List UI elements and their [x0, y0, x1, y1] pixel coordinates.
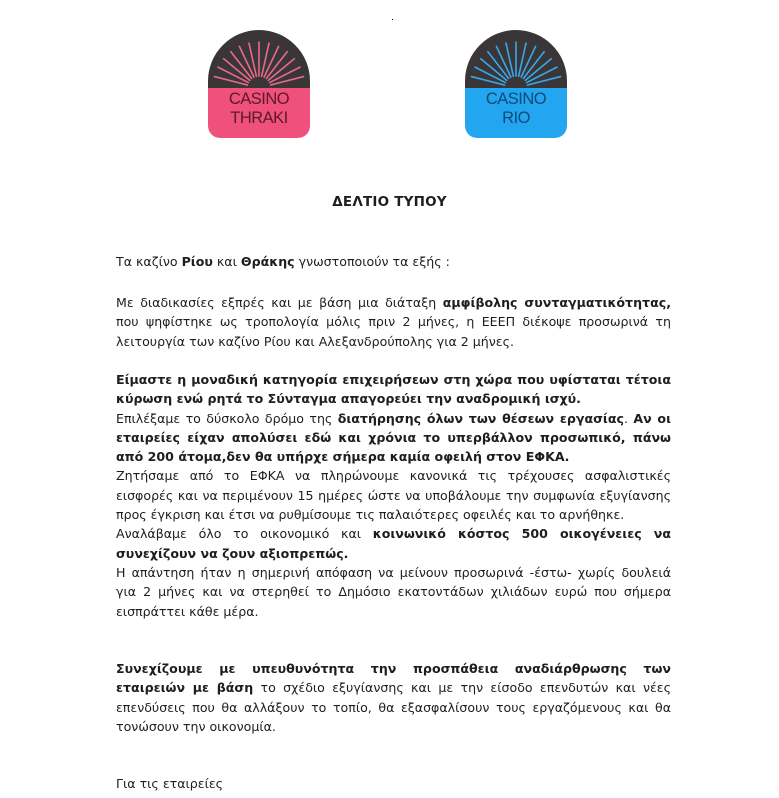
text-run: Τα καζίνο	[116, 254, 182, 269]
sunburst-ray	[249, 43, 256, 76]
sunburst-ray	[471, 77, 504, 85]
logo-text-line2: THRAKI	[230, 109, 288, 127]
sunburst-ray	[519, 43, 526, 76]
logo-text-line1: CASINO	[485, 90, 547, 108]
text-run: και	[212, 254, 241, 269]
text-run: Επιλέξαμε το δύσκολο δρόμο της	[116, 410, 338, 426]
logo-text-line1: CASINO	[228, 90, 290, 108]
casino-thraki-logo	[208, 30, 310, 138]
sunburst-ray	[262, 43, 269, 76]
text-run: Αναλάβαμε όλο το οικονομικό και	[116, 526, 373, 542]
signature: Για τις εταιρείες	[116, 776, 224, 791]
bold-text-run: Είμαστε η μοναδική κατηγορία επιχειρήσεων στη χώρα που υφίσταται τέτοια κύρωση ενώ ρητά το Σύνταγμα απαγορεύει την αναδρομική ισχύ.	[116, 372, 671, 407]
text-run: που ψηφίστηκε ως τροπολογία μόλις πριν 2 μήνες, η ΕΕΕΠ διέκοψε προσωρινά τη λειτουργία των καζίνο Ρίου και Αλεξανδρούπολης για 2 μήνες.	[116, 314, 671, 349]
scan-speck	[392, 19, 393, 20]
text-run: το σχέδιο εξυγίανσης και με την είσοδο επενδυτών και νέες επενδύσεις που θα αλλάξουν το τοπίο, θα εξασφαλίσουν τους εργαζόμενους και θα τονώσουν την οικονομία.	[116, 680, 671, 734]
sunburst-ray	[506, 43, 513, 76]
text-run: Ζητήσαμε από το ΕΦΚΑ να πληρώνουμε κανονικά τις τρέχουσες ασφαλιστικές εισφορές και να περιμένουν 15 ημέρες ώστε να υποβάλουμε την συμφωνία εξυγίανσης προς έγκριση και έτσι να ρυθμίσουμε τις παλαιότερες οφειλές και το αρνήθηκε.	[116, 468, 671, 523]
bold-text-run: αμφίβολης συνταγματικότητας,	[442, 295, 671, 310]
text-run: Η απάντηση ήταν η σημερινή απόφαση να μείνουν προσωρινά -έστω- χωρίς δουλειά για 2 μήνες και να στερηθεί το Δημόσιο εκατοντάδων χιλιάδων ευρώ που σήμερα εισπράττει κάθε μέρα.	[116, 564, 671, 619]
bold-text-run: Θράκης	[240, 254, 295, 269]
text-run: γνωστοποιούν τα εξής :	[294, 254, 450, 269]
casino-rio-logo	[465, 30, 567, 138]
bold-text-run: κοινωνικό κόστος 500 οικογένειες να συνεχίζουν να ζουν αξιοπρεπώς.	[116, 526, 671, 561]
intro-paragraph	[116, 252, 671, 271]
text-run: .	[623, 410, 634, 426]
logo-text-line2: RIO	[502, 109, 530, 127]
sunburst-ray	[271, 77, 304, 85]
bold-text-run: Ρίου	[181, 254, 213, 269]
logo-text	[208, 90, 310, 128]
paragraph-2	[116, 370, 671, 621]
sunburst-icon	[465, 30, 567, 90]
bold-text-run: Συνεχίζουμε με υπευθυνότητα την προσπάθεια αναδιάρθρωσης των εταιρειών με βάση	[116, 661, 671, 696]
bold-text-run: Αν οι εταιρείες είχαν απολύσει εδώ και χρόνια το υπερβάλλον προσωπικό, πάνω από 200 άτομα,δεν θα υπήρχε σήμερα καμία οφειλή στον ΕΦΚΑ.	[116, 410, 671, 465]
text-run: Με διαδικασίες εξπρές και με βάση μια διάταξη	[116, 295, 443, 310]
sunburst-ray	[528, 77, 561, 85]
paragraph-3	[116, 659, 671, 736]
logo-text	[465, 90, 567, 128]
sunburst-ray	[214, 77, 247, 85]
bold-text-run: διατήρησης όλων των θέσεων εργασίας	[337, 410, 624, 426]
document-title: ΔΕΛΤΙΟ ΤΥΠΟΥ	[332, 194, 447, 210]
sunburst-icon	[208, 30, 310, 90]
paragraph-1	[116, 293, 671, 351]
